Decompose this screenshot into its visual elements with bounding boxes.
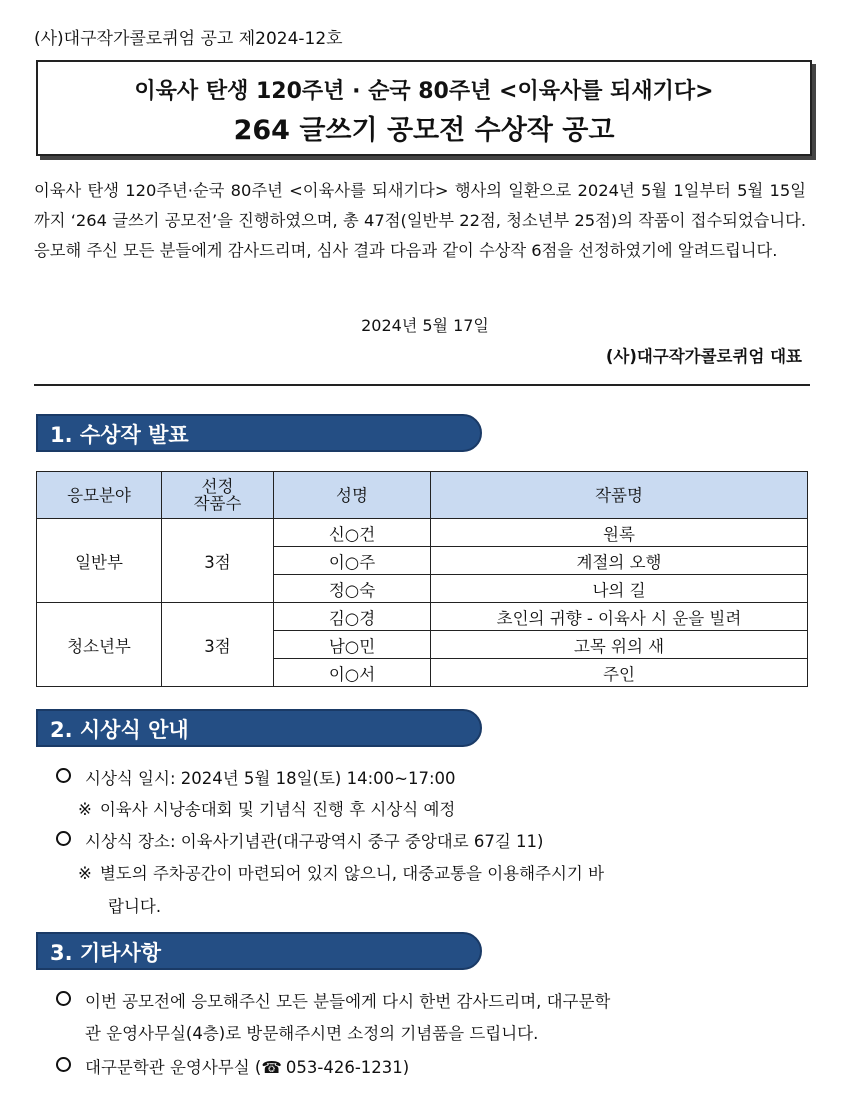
category-cell: 일반부 <box>37 519 162 603</box>
section-3-heading: 3. 기타사항 <box>36 932 482 970</box>
telephone-icon: ☎ <box>261 1058 282 1077</box>
ceremony-note-1: 이육사 시낭송대회 및 기념식 진행 후 시상식 예정 <box>99 800 456 819</box>
count-cell: 3점 <box>162 519 274 603</box>
table-row <box>37 519 808 547</box>
work-cell: 주인 <box>431 659 808 687</box>
signer: (사)대구작가콜로퀴엄 대표 <box>605 347 802 366</box>
ceremony-date: 시상식 일시: 2024년 5월 18일(토) 14:00~17:00 <box>85 769 456 788</box>
name-cell: 이○주 <box>274 547 431 575</box>
other-item-1-line-1: 이번 공모전에 응모해주신 모든 분들에게 다시 한번 감사드리며, 대구문학 <box>85 992 611 1011</box>
table-row <box>37 603 808 631</box>
name-cell: 신○건 <box>274 519 431 547</box>
work-cell: 나의 길 <box>431 575 808 603</box>
name-cell: 이○서 <box>274 659 431 687</box>
award-table <box>36 471 808 687</box>
ceremony-note-2-line-2: 랍니다. <box>108 897 162 916</box>
other-item-1-line-2: 관 운영사무실(4층)로 방문해주시면 소정의 기념품을 드립니다. <box>85 1024 539 1043</box>
bullet-circle-icon <box>56 831 71 846</box>
notice-date: 2024년 5월 17일 <box>361 316 489 335</box>
list-note <box>78 860 604 884</box>
work-cell: 원록 <box>431 519 808 547</box>
header-count <box>162 472 274 519</box>
reference-mark-icon: ※ <box>78 864 92 883</box>
work-cell: 고목 위의 새 <box>431 631 808 659</box>
office-label: 대구문학관 운영사무실 ( <box>85 1058 262 1077</box>
ceremony-note-2-line-1: 별도의 주차공간이 마련되어 있지 않으니, 대중교통을 이용해주시기 바 <box>99 864 605 883</box>
name-cell: 김○경 <box>274 603 431 631</box>
header-count-line2: 작품수 <box>193 494 242 513</box>
title-line-2: 264 글쓰기 공모전 수상작 공고 <box>233 115 615 146</box>
header-name: 성명 <box>274 472 431 519</box>
bullet-circle-icon <box>56 1057 71 1072</box>
table-header-row <box>37 472 808 519</box>
list-note <box>78 796 455 820</box>
bullet-circle-icon <box>56 991 71 1006</box>
title-line-1: 이육사 탄생 120주년 · 순국 80주년 <이육사를 되새기다> <box>134 79 714 104</box>
intro-paragraph: 이육사 탄생 120주년·순국 80주년 <이육사를 되새기다> 행사의 일환으로 2024년 5월 1일부터 5월 15일까지 ‘264 글쓰기 공모전’을 진행하였으며, 총 47점(일반부 22점, 청소년부 25점)의 작품이 접수되었습니다. 응모해 주신 모든 분들에게 감사드리며, 심사 결과 다음과 같이 수상작 6점을 선정하였기에 알려드립니다. <box>34 181 806 260</box>
list-item <box>56 828 544 852</box>
header-count-line1: 선정 <box>201 477 234 496</box>
list-item <box>56 1054 409 1078</box>
title-box <box>36 60 812 156</box>
name-cell: 남○민 <box>274 631 431 659</box>
office-phone: 053-426-1231) <box>285 1058 410 1077</box>
work-cell: 계절의 오행 <box>431 547 808 575</box>
section-2-heading: 2. 시상식 안내 <box>36 709 482 747</box>
header-work: 작품명 <box>431 472 808 519</box>
header-category: 응모분야 <box>37 472 162 519</box>
category-cell: 청소년부 <box>37 603 162 687</box>
ceremony-place: 시상식 장소: 이육사기념관(대구광역시 중구 중앙대로 67길 11) <box>85 832 544 851</box>
count-cell: 3점 <box>162 603 274 687</box>
work-cell: 초인의 귀향 - 이육사 시 운을 빌려 <box>431 603 808 631</box>
list-item <box>56 988 610 1012</box>
reference-mark-icon: ※ <box>78 800 92 819</box>
notice-number: (사)대구작가콜로퀴엄 공고 제2024-12호 <box>34 29 343 49</box>
bullet-circle-icon <box>56 768 71 783</box>
list-item <box>56 765 456 789</box>
name-cell: 정○숙 <box>274 575 431 603</box>
section-1-heading: 1. 수상작 발표 <box>36 414 482 452</box>
divider <box>34 384 810 386</box>
